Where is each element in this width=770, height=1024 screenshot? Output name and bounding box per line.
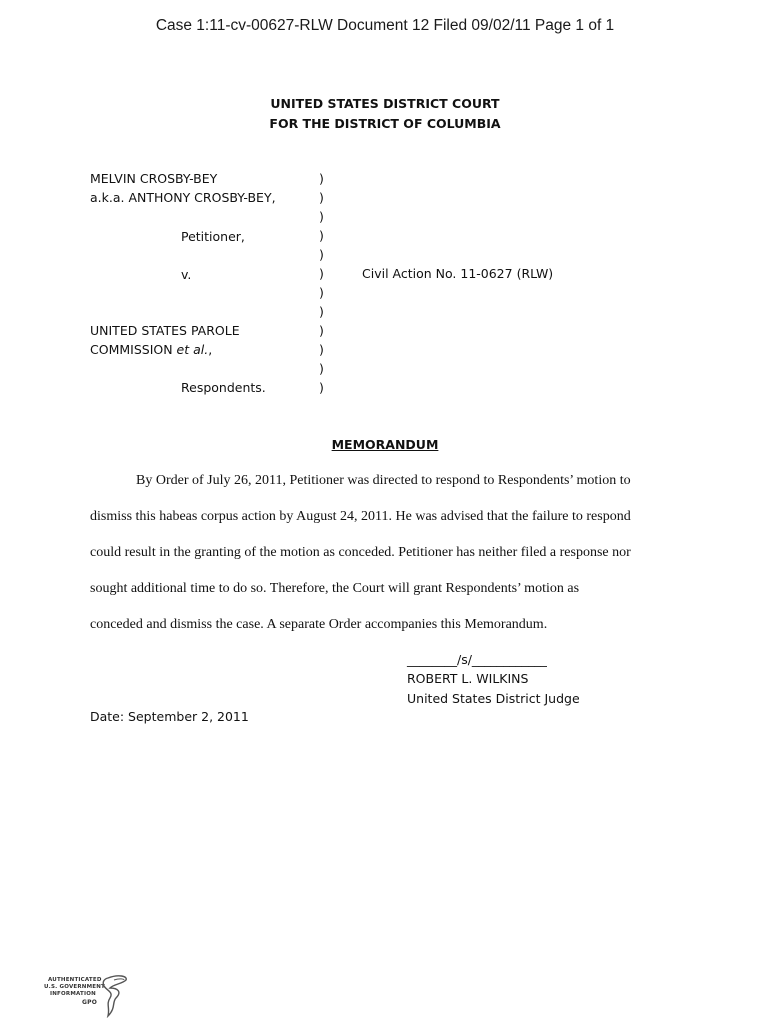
logo-text-line: GPO bbox=[82, 999, 98, 1006]
caption-paren: ) bbox=[319, 247, 324, 262]
logo-text-line: AUTHENTICATED bbox=[48, 977, 102, 983]
caption-paren: ) bbox=[319, 266, 324, 281]
memo-body-line: could result in the granting of the motion as conceded. Petitioner has neither filed a response nor bbox=[90, 545, 631, 560]
eagle-icon bbox=[44, 972, 134, 1018]
respondent-label: Respondents. bbox=[181, 380, 266, 395]
petitioner-aka: a.k.a. ANTHONY CROSBY-BEY, bbox=[90, 190, 276, 205]
civil-action-number: Civil Action No. 11-0627 (RLW) bbox=[362, 266, 554, 281]
caption-paren: ) bbox=[319, 342, 324, 357]
logo-text-line: INFORMATION bbox=[50, 991, 96, 997]
respondent-name-line2 bbox=[90, 342, 212, 357]
caption-paren: ) bbox=[319, 285, 324, 300]
case-header-stamp: Case 1:11-cv-00627-RLW Document 12 Filed 09/02/11 Page 1 of 1 bbox=[155, 17, 615, 34]
memo-body-line: conceded and dismiss the case. A separate Order accompanies this Memorandum. bbox=[90, 617, 548, 632]
caption-paren: ) bbox=[319, 361, 324, 376]
logo-text-line: U.S. GOVERNMENT bbox=[44, 984, 105, 990]
court-name: UNITED STATES DISTRICT COURT bbox=[270, 96, 500, 111]
respondent-et-al: et al. bbox=[176, 342, 209, 357]
respondent-comma: , bbox=[208, 342, 213, 357]
judge-title: United States District Judge bbox=[407, 691, 580, 706]
date-line: Date: September 2, 2011 bbox=[90, 709, 249, 724]
memo-body-line: dismiss this habeas corpus action by August 24, 2011. He was advised that the failure to respond bbox=[90, 509, 631, 524]
caption-paren: ) bbox=[319, 190, 324, 205]
gpo-authenticated-logo bbox=[44, 972, 134, 1018]
caption-paren: ) bbox=[319, 323, 324, 338]
respondent-commission: COMMISSION bbox=[90, 342, 177, 357]
caption-paren: ) bbox=[319, 209, 324, 224]
caption-paren: ) bbox=[319, 171, 324, 186]
judge-name: ROBERT L. WILKINS bbox=[407, 671, 529, 686]
respondent-name-line1: UNITED STATES PAROLE bbox=[90, 323, 240, 338]
petitioner-label: Petitioner, bbox=[181, 229, 245, 244]
caption-paren: ) bbox=[319, 228, 324, 243]
memorandum-title: MEMORANDUM bbox=[331, 437, 439, 452]
petitioner-name: MELVIN CROSBY-BEY bbox=[90, 171, 218, 186]
signature-line: ________/s/____________ bbox=[407, 652, 547, 667]
memo-body-line: By Order of July 26, 2011, Petitioner was directed to respond to Respondents’ motion to bbox=[136, 473, 631, 488]
caption-paren: ) bbox=[319, 380, 324, 395]
court-district: FOR THE DISTRICT OF COLUMBIA bbox=[269, 116, 501, 131]
caption-paren: ) bbox=[319, 304, 324, 319]
versus-label: v. bbox=[181, 267, 192, 282]
memo-body-line: sought additional time to do so. Therefore, the Court will grant Respondents’ motion as bbox=[90, 581, 580, 596]
